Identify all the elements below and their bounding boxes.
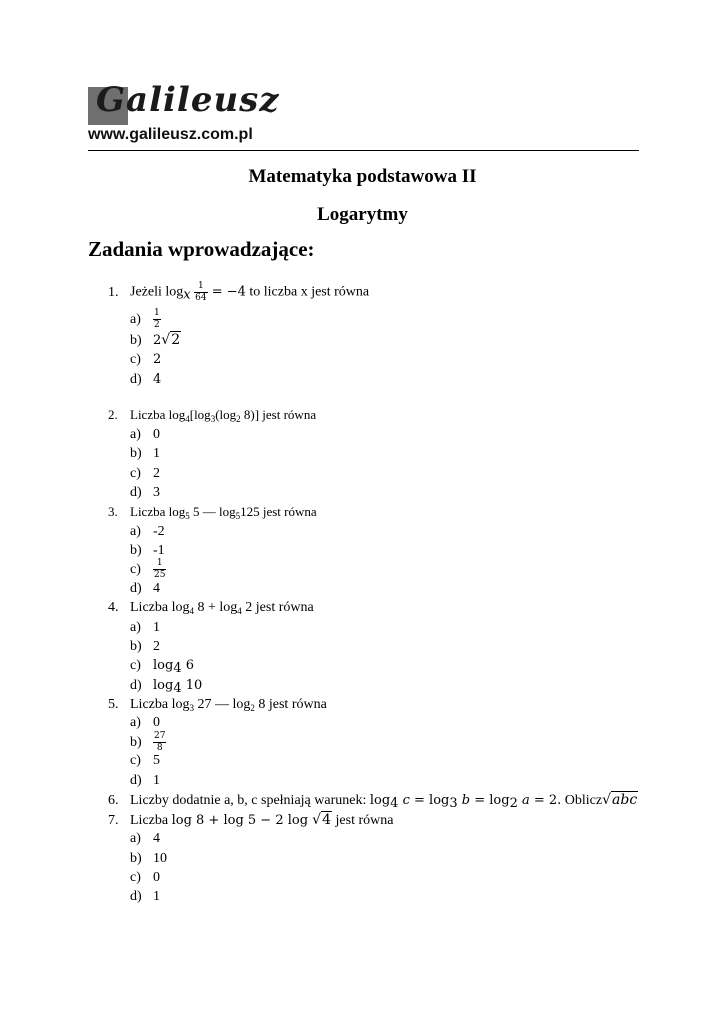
- option-value: 10: [153, 851, 167, 866]
- option-value: 2: [153, 352, 162, 367]
- option-label: d): [130, 889, 142, 904]
- question-text: Liczba log: [130, 504, 186, 519]
- option-label: c): [130, 870, 141, 885]
- option-3d: [130, 581, 160, 597]
- question-number: 4.: [108, 600, 119, 615]
- option-label: c): [130, 561, 141, 577]
- question-text: 8 + log: [193, 600, 238, 615]
- question-text: 27 — log: [193, 697, 251, 712]
- option-value: -1: [153, 543, 165, 558]
- question-7: [108, 812, 393, 829]
- option-4a: [130, 620, 160, 636]
- option-value: 1: [153, 446, 160, 461]
- question-2: [108, 407, 316, 423]
- option-value: 5: [153, 753, 160, 768]
- option-4d: [130, 678, 202, 694]
- question-text: Liczba log: [130, 600, 190, 615]
- option-5a: [130, 715, 160, 731]
- log-base: 5: [185, 511, 190, 521]
- question-1: [108, 281, 369, 304]
- log-base: 2: [250, 703, 255, 713]
- question-text: Liczba: [130, 813, 172, 828]
- option-1c: [130, 352, 161, 368]
- option-label: a): [130, 715, 141, 730]
- option-label: d): [130, 372, 142, 387]
- variable-a: a: [517, 793, 530, 808]
- option-label: d): [130, 773, 142, 788]
- option-value: 0: [153, 870, 160, 885]
- header-rule: [88, 150, 639, 151]
- option-label: b): [130, 639, 142, 654]
- option-label: b): [130, 446, 142, 461]
- question-number: 7.: [108, 813, 119, 828]
- option-value: 4: [153, 581, 160, 596]
- question-3: [108, 504, 317, 520]
- option-7d: [130, 889, 160, 905]
- log-base: 2: [236, 414, 241, 424]
- question-text: 8)] jest równa: [240, 407, 317, 422]
- question-6: [108, 792, 638, 809]
- option-value: 1: [153, 773, 160, 788]
- option-3b: [130, 543, 165, 559]
- question-text: Oblicz: [561, 793, 603, 808]
- log-argument: 6: [181, 658, 194, 673]
- numerator: 1: [153, 558, 166, 570]
- option-label: b): [130, 734, 142, 750]
- question-number: 6.: [108, 793, 119, 808]
- question-text: 8 jest równa: [254, 697, 327, 712]
- option-4b: [130, 639, 160, 655]
- numerator: 27: [154, 731, 166, 741]
- option-label: d): [130, 678, 142, 693]
- variable-c: c: [398, 793, 410, 808]
- page-subtitle: Logarytmy: [317, 204, 408, 225]
- question-text: jest równa: [332, 813, 394, 828]
- denominator: 8: [156, 743, 163, 753]
- option-3c: [130, 558, 166, 581]
- log-base: 4: [189, 606, 194, 616]
- log-function: log: [153, 658, 174, 673]
- option-value: -2: [153, 524, 165, 539]
- log-function: = log: [470, 793, 510, 808]
- question-5: [108, 697, 327, 713]
- option-label: b): [130, 333, 142, 348]
- denominator: 2: [154, 320, 160, 330]
- option-label: a): [130, 831, 141, 846]
- log-base: 4: [390, 796, 399, 811]
- denominator: 25: [154, 570, 166, 580]
- fraction: [153, 731, 166, 754]
- fraction: [153, 308, 161, 331]
- question-text: [log: [189, 407, 211, 422]
- log-argument: 10: [181, 678, 203, 693]
- log-function: log: [369, 793, 391, 808]
- question-text: (log: [215, 407, 237, 422]
- option-label: b): [130, 851, 142, 866]
- denominator: 64: [195, 293, 207, 303]
- option-value: 1: [153, 889, 160, 904]
- log-base: 4: [173, 681, 182, 696]
- option-value: 2: [153, 639, 160, 654]
- log-base: 4: [173, 661, 182, 676]
- option-label: b): [130, 543, 142, 558]
- question-text: Liczba log: [130, 407, 186, 422]
- option-label: c): [130, 753, 141, 768]
- option-label: a): [130, 620, 141, 635]
- log-base: x: [183, 287, 191, 303]
- question-number: 2.: [108, 407, 118, 422]
- option-5b: [130, 731, 166, 754]
- log-base: 3: [449, 796, 458, 811]
- question-number: 5.: [108, 697, 119, 712]
- log-base: 5: [235, 511, 241, 521]
- log-base: 4: [185, 414, 190, 424]
- fraction: [153, 558, 166, 581]
- log-function: log: [153, 678, 174, 693]
- option-7b: [130, 851, 167, 867]
- question-text-end: to liczba x jest równa: [245, 284, 370, 300]
- radicand: 4: [322, 812, 332, 828]
- variable-b: b: [457, 793, 471, 808]
- option-5d: [130, 773, 160, 789]
- logo: Galileusz: [96, 80, 280, 120]
- equation-value: = −4: [207, 284, 246, 300]
- option-7a: [130, 831, 160, 847]
- log-expression: log 8 + log 5 − 2 log: [171, 813, 313, 828]
- question-number: 3.: [108, 504, 118, 519]
- option-2c: [130, 466, 160, 482]
- option-label: a): [130, 427, 141, 442]
- option-2a: [130, 427, 160, 443]
- radicand: 2: [171, 332, 181, 348]
- option-value: 0: [153, 715, 160, 730]
- option-1a: [130, 308, 161, 331]
- option-1d: [130, 372, 161, 388]
- option-label: c): [130, 658, 141, 673]
- option-value: 3: [153, 485, 160, 500]
- question-text: Liczba log: [130, 697, 190, 712]
- option-5c: [130, 753, 160, 769]
- option-label: c): [130, 466, 141, 481]
- section-heading: Zadania wprowadzające:: [88, 237, 315, 261]
- question-text: Jeżeli log: [130, 284, 184, 300]
- fraction: [194, 281, 207, 304]
- option-value: 1: [153, 620, 160, 635]
- numerator: 1: [194, 281, 207, 293]
- option-label: c): [130, 352, 141, 367]
- square-root: √4: [312, 812, 332, 828]
- square-root: √abc: [602, 792, 638, 808]
- question-text: 2 jest równa: [241, 600, 314, 615]
- question-text: Liczby dodatnie a, b, c spełniają warunek:: [130, 793, 370, 808]
- option-value: 2: [153, 466, 160, 481]
- coefficient: 2: [153, 333, 162, 348]
- log-base: 4: [237, 606, 242, 616]
- option-2d: [130, 485, 160, 501]
- option-label: d): [130, 581, 142, 596]
- option-label: d): [130, 485, 142, 500]
- option-2b: [130, 446, 160, 462]
- numerator: 1: [154, 308, 160, 318]
- page-title: Matematyka podstawowa II: [248, 166, 477, 187]
- option-7c: [130, 870, 160, 886]
- square-root: √2: [161, 332, 181, 348]
- log-base: 2: [509, 796, 518, 811]
- log-base: 3: [189, 703, 194, 713]
- log-function: = log: [409, 793, 450, 808]
- logo-url: www.galileusz.com.pl: [88, 126, 253, 143]
- radicand: abc: [612, 792, 638, 808]
- option-value: 4: [153, 372, 162, 387]
- log-base: 3: [210, 414, 216, 424]
- option-4c: [130, 658, 194, 674]
- question-number: 1.: [108, 284, 119, 300]
- option-value: 4: [153, 831, 160, 846]
- question-text: 5 — log: [189, 504, 236, 519]
- option-1b: [130, 332, 181, 349]
- option-label: a): [130, 311, 141, 327]
- option-label: a): [130, 524, 141, 539]
- option-3a: [130, 524, 165, 540]
- question-text: 125 jest równa: [240, 504, 317, 519]
- question-4: [108, 600, 314, 616]
- equation-value: = 2.: [529, 793, 562, 808]
- option-value: 0: [153, 427, 160, 442]
